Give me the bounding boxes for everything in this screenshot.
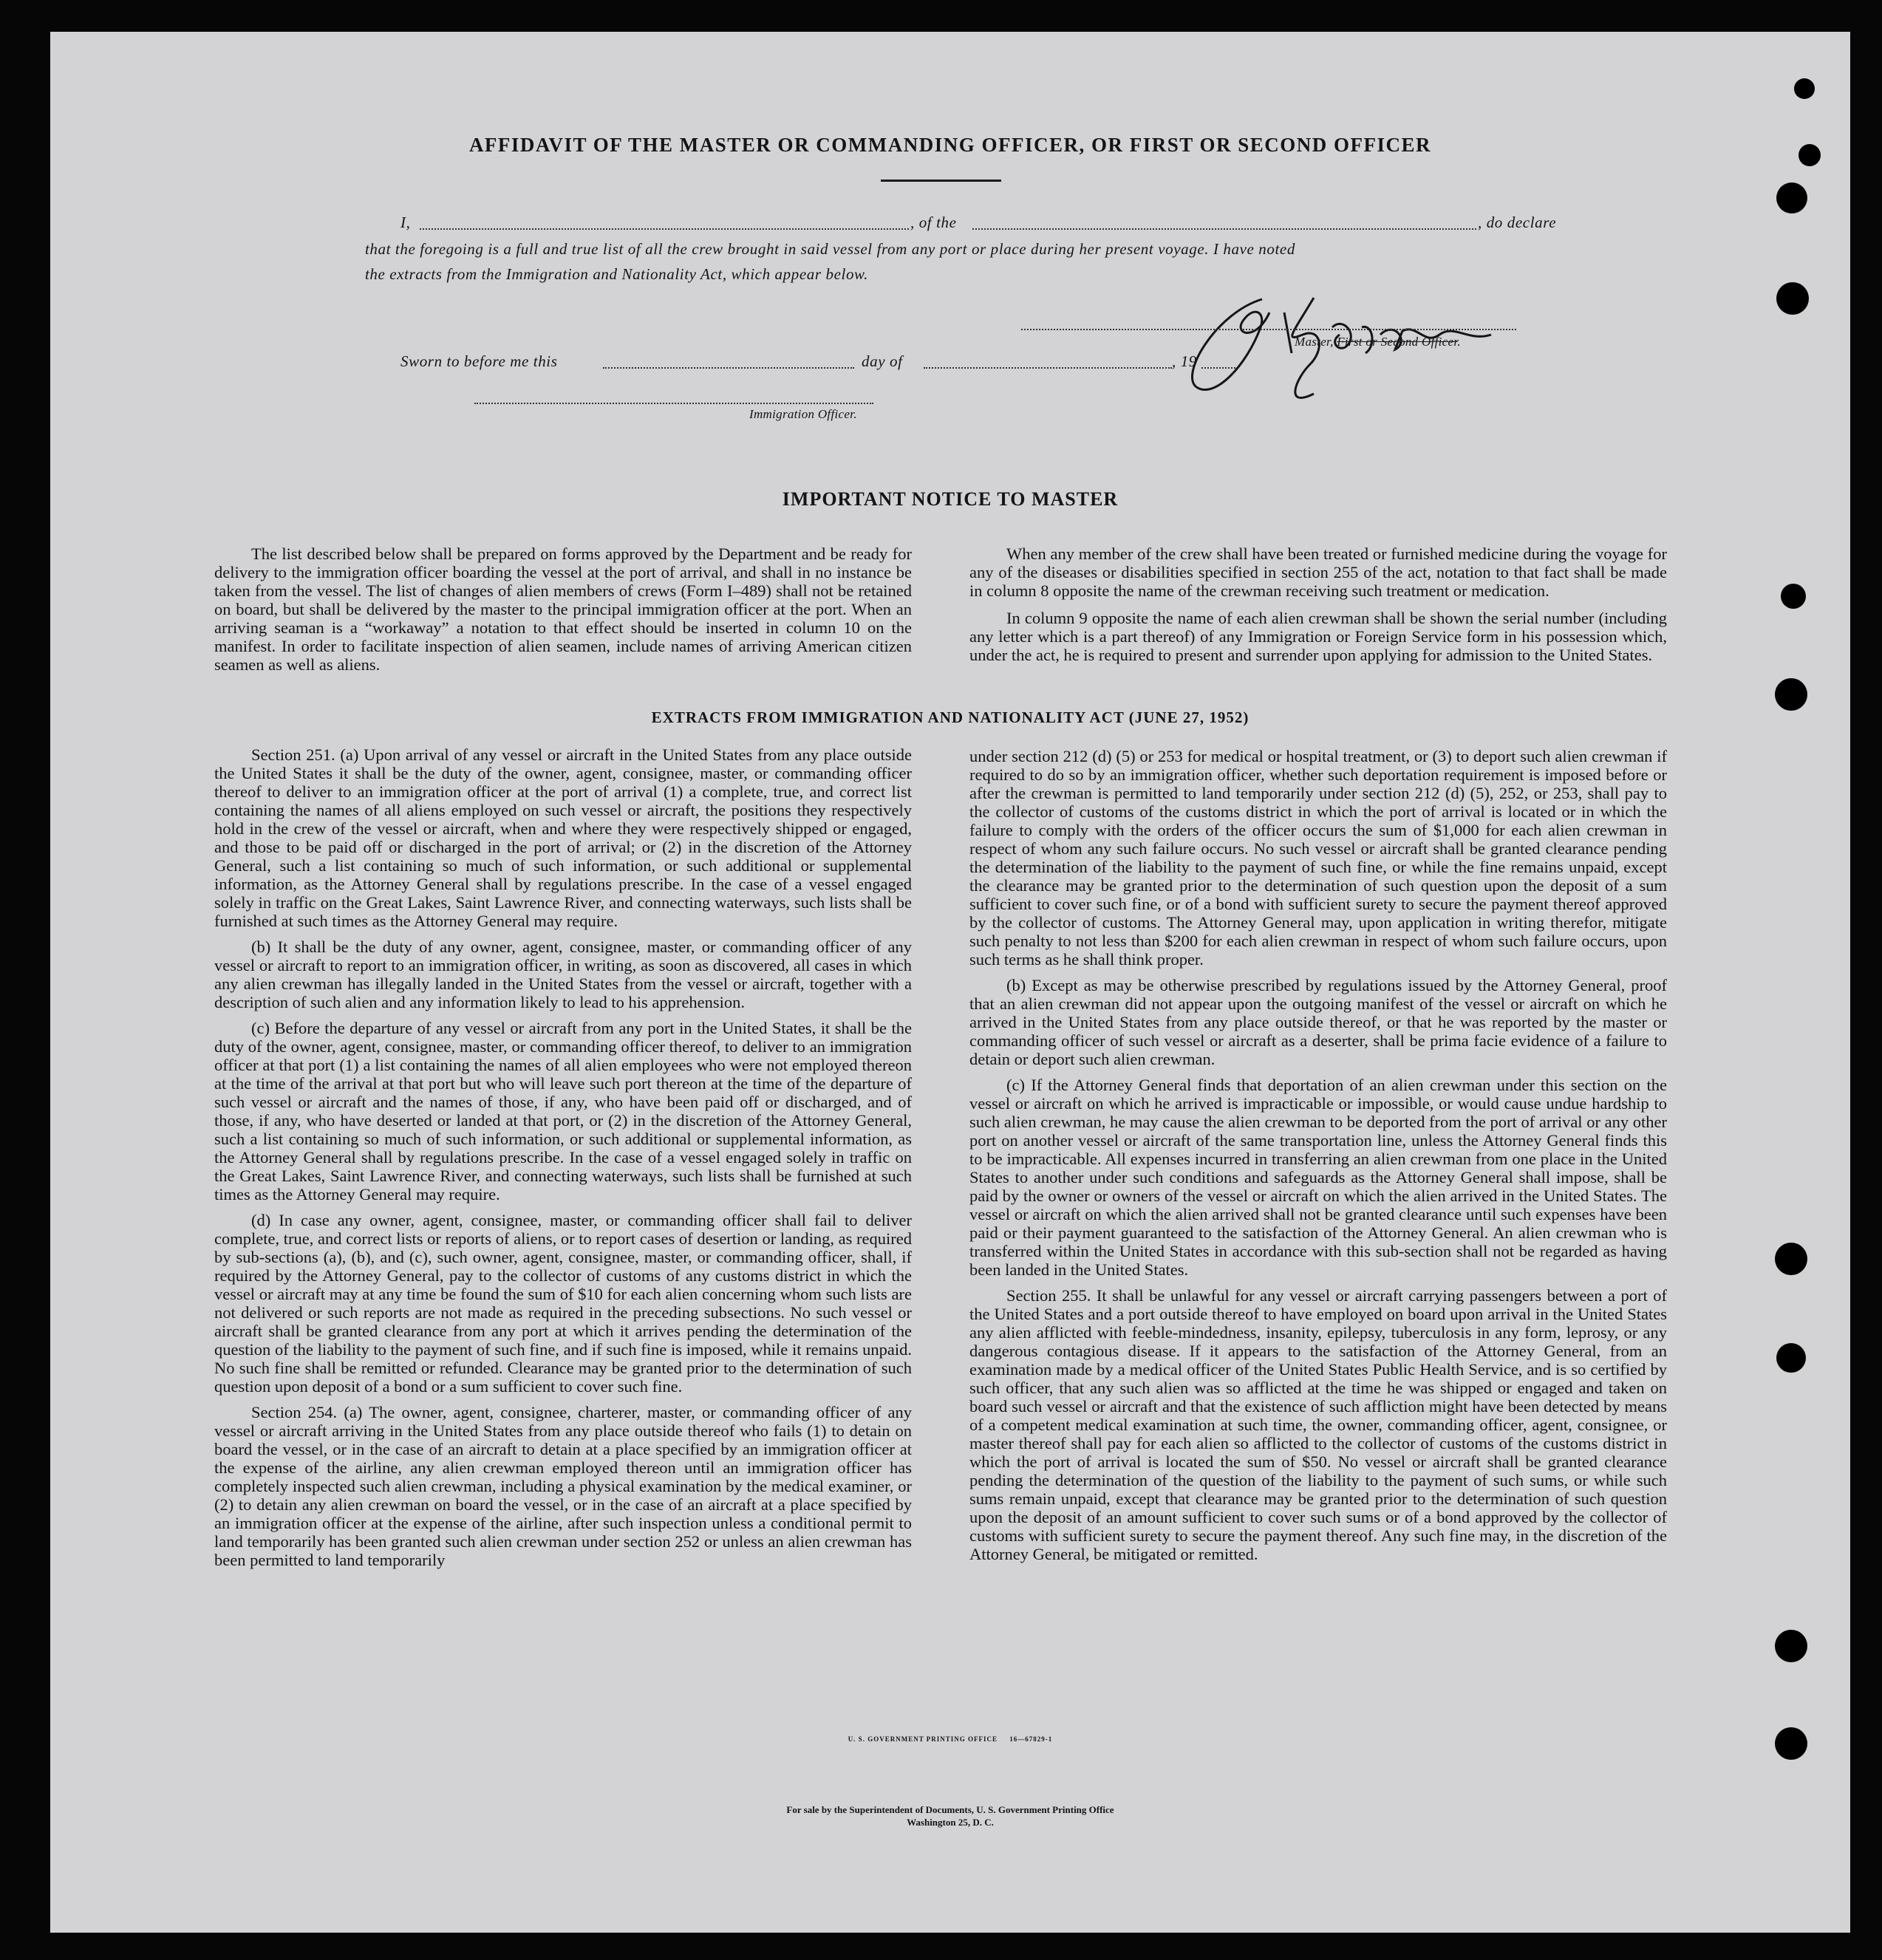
punch-hole [1775,1630,1807,1662]
sworn-label: Sworn to before me this [400,352,558,370]
punch-hole [1775,1243,1807,1275]
immigration-officer-signature-line[interactable] [474,403,873,404]
section-254-b: (b) Except as may be otherwise prescribed by regulations issued by the Attorney General, proof that an alien crewman did not appear upon the outgoing manifest of the vessel or aircraft on which he arrived in the United States from any place outside thereof, or that he was reported by the master or commanding officer of such vessel or aircraft as a deserter, shall be prima facie evidence of a failure to detain or deport such alien crewman. [969,976,1667,1068]
day-of-label: day of [862,352,903,370]
notice-right-paragraph-1: When any member of the crew shall have been treated or furnished medicine during the voyage for any of the diseases or disabilities specified in section 255 of the act, notation to that fact shall be made in column 8 opposite the name of the crewman receiving such treatment or medication. [969,544,1667,600]
section-255: Section 255. It shall be unlawful for any vessel or aircraft carrying passengers between a port of the United States and a port outside thereof to have employed on board upon arrival in the United States any alien afflicted with feeble-mindedness, insanity, epilepsy, tuberculosis in any form, leprosy, or any dangerous contagious disease. If it appears to the satisfaction of the Attorney General, from an examination made by a medical officer of the United States Public Health Service, and is so certified by such officer, that any such alien was so afflicted at the time he was shipped or engaged and taken on board such vessel or aircraft and that the existence of such affliction might have been detected by means of a competent medical examination at such time, the owner, commanding officer, agent, consignee, or master thereof shall pay for each alien so afflicted to the collector of customs of the customs district in which the port of arrival is located the sum of $50. No vessel or aircraft shall be granted clearance pending the determination of the question of the liability to the payment of such sums, or while such sums remain unpaid, except that clearance may be granted prior to the determination of such question upon the deposit of an amount sufficient to cover such sums or of a bond approved by the collector of customs with sufficient surety to secure the payment thereof. Any such fine may, in the discretion of the Attorney General, be mitigated or remitted. [969,1286,1667,1563]
affidavit-declare-label: , do declare [1478,214,1557,231]
section-254-a: Section 254. (a) The owner, agent, consignee, charterer, master, or commanding officer of any vessel or aircraft arriving in the United States from any place outside thereof who fails (1) to detain on board the vessel, or in the case of an aircraft to detain at a place specified by an immigration officer at the expense of the airline, any alien crewman employed thereon until an immigration officer has completely inspected such alien crewman, including a physical examination by the medical examiner, or (2) to detain any alien crewman on board the vessel, or in the case of an aircraft at a place specified by an immigration officer at the expense of the airline, after such inspection unless a conditional permit to land temporarily has been granted such alien crewman under section 252 or unless an alien crewman has been permitted to land temporarily [214,1403,912,1569]
sworn-month-field[interactable] [924,367,1172,369]
master-title-label: Master, First or Second Officer. [1295,335,1461,349]
master-signature-line [1021,329,1516,330]
section-251-a: Section 251. (a) Upon arrival of any vessel or aircraft in the United States from any place outside the United States it shall be the duty of the owner, agent, consignee, master, or commanding officer thereof to deliver to an immigration officer at the port of arrival (1) a complete, true, and correct list containing the names of all aliens employed on such vessel or aircraft, the positions they respectively hold in the crew of the vessel or aircraft, when and where they were respectively shipped or engaged, and those to be paid off or discharged in the port of arrival; or (2) in the discretion of the Attorney General, such a list containing so much of such information, or such additional or supplemental information, as the Attorney General shall by regulations prescribe. In the case of a vessel engaged solely in traffic on the Great Lakes, Saint Lawrence River, and connecting waterways, such lists shall be furnished at such times as the Attorney General may require. [214,745,912,930]
notice-left-paragraph: The list described below shall be prepared on forms approved by the Department and be ready for delivery to the immigration officer boarding the vessel at the port of arrival, and shall in no instance be taken from the vessel. The list of changes of alien members of crews (Form I–489) shall not be retained on board, but shall be delivered by the master to the principal immigration officer at the port. When an arriving seaman is a “workaway” a notation to that effect should be inserted in column 10 on the manifest. In order to facilitate inspection of alien seamen, include names of arriving American citizen seamen as well as aliens. [214,544,912,674]
section-254-c: (c) If the Attorney General finds that deportation of an alien crewman under this section on the vessel or aircraft on which he arrived is impracticable or impossible, or would cause undue hardship to such alien crewman, he may cause the alien crewman to be deported from the port of arrival or any other port on another vessel or aircraft of the same transportation line, unless the Attorney General finds this to be impracticable. All expenses incurred in transferring an alien crewman from one place in the United States to another under such conditions and safeguards as the Attorney General shall impose, shall be paid by the owner or owners of the vessel or aircraft on which the alien arrived in the United States. The vessel or aircraft on which the alien arrived shall not be granted clearance until such expenses have been paid or their payment guaranteed to the satisfaction of the Attorney General. An alien crewman who is transferred within the United States in accordance with this sub-section shall not be regarded as having been landed in the United States. [969,1076,1667,1279]
extracts-title: EXTRACTS FROM IMMIGRATION AND NATIONALITY ACT (JUNE 27, 1952) [651,708,1249,726]
declarant-name-field[interactable] [420,228,909,230]
notice-left-column [214,544,912,681]
affidavit-title: AFFIDAVIT OF THE MASTER OR COMMANDING OFFICER, OR FIRST OR SECOND OFFICER [468,134,1432,156]
notice-title: IMPORTANT NOTICE TO MASTER [782,488,1119,510]
section-251-c: (c) Before the departure of any vessel or aircraft from any port in the United States, it shall be the duty of the owner, agent, consignee, master, or commanding officer thereof, to deliver to an immigration officer at that port (1) a list containing the names of all alien employees who were not employed thereon at the time of the arrival at that port but who will leave such port thereon at the time of the departure of such vessel or aircraft and the names of those, if any, who have been paid off or discharged, and of those, if any, who have deserted or landed at that port, or (2) in the discretion of the Attorney General, such a list containing so much of such information, or such additional or supplemental information, as the Attorney General shall by regulations prescribe. In the case of a vessel engaged solely in traffic on the Great Lakes, Saint Lawrence River, and connecting waterways, such lists shall be furnished at such times as the Attorney General may require. [214,1019,912,1203]
punch-hole [1794,78,1815,99]
sale-notice-line-2: Washington 25, D. C. [907,1817,994,1828]
punch-hole [1781,584,1806,609]
punch-hole [1775,678,1807,711]
affidavit-line-3: the extracts from the Immigration and Nationality Act, which appear below. [365,265,868,283]
document-page [50,32,1850,1933]
sworn-year-field[interactable] [1201,367,1235,369]
punch-hole [1776,282,1809,315]
immigration-officer-label: Immigration Officer. [749,407,857,421]
affidavit-i-label: I, [400,214,411,231]
notice-right-paragraph-2: In column 9 opposite the name of each alien crewman shall be shown the serial number (including any letter which is a part thereof) of any Immigration or Foreign Service form in his possession which, under the act, he is required to present and surrender upon applying for admission to the United States. [969,609,1667,664]
title-underline [881,180,1001,182]
punch-hole [1776,182,1807,214]
printing-office-code: U. S. GOVERNMENT PRINTING OFFICE 16—67829-1 [848,1735,1053,1743]
punch-hole [1799,144,1821,166]
affidavit-line-2: that the foregoing is a full and true list of all the crew brought in said vessel from any port or place during her present voyage. I have noted [365,240,1295,258]
section-251-b: (b) It shall be the duty of any owner, agent, consignee, master, or commanding officer of any vessel or aircraft to report to an immigration officer, in writing, as soon as discovered, all cases in which any alien crewman has illegally landed in the United States from the vessel or aircraft, together with a description of such alien and any information likely to lead to his apprehension. [214,938,912,1011]
sworn-day-field[interactable] [603,367,854,369]
affidavit-of-the-label: , of the [910,214,957,231]
punch-hole [1775,1727,1807,1760]
sale-notice [50,1803,1850,1828]
extracts-left-column [214,745,912,1577]
year-label: , 19 [1172,352,1197,370]
section-254-a-continued: under section 212 (d) (5) or 253 for medical or hospital treatment, or (3) to deport such alien crewman if required to do so by an immigration officer, whether such deportation requirement is imposed before or after the crewman is permitted to land temporarily under section 212 (d) (5), 252, or 253, shall pay to the collector of customs of the customs district in which the port of arrival is located or in which the failure to comply with the orders of the officer occurs the sum of $1,000 for each alien crewman in respect of whom any such failure occurs. No such vessel or aircraft shall be granted clearance pending the determination of the liability to the payment of such fine, or while the fine remains unpaid, except the clearance may be granted prior to the determination of such question upon the deposit of a sum sufficient to cover such fine, or of a bond with sufficient surety to secure the payment thereof approved by the collector of customs. The Attorney General may, upon application in writing therefor, mitigate such penalty to not less than $200 for each alien crewman in respect of whom such failure occurs, upon such terms as he shall think proper. [969,747,1667,969]
section-251-d: (d) In case any owner, agent, consignee, master, or commanding officer shall fail to deliver complete, true, and correct lists or reports of aliens, or to report cases of desertion or landing, as required by sub-sections (a), (b), and (c), such owner, agent, consignee, master, or commanding officer, shall, if required by the Attorney General, pay to the collector of customs of any customs district in which the vessel or aircraft may at any time be found the sum of $10 for each alien concerning whom such lists are not delivered or such reports are not made as required in the preceding subsections. No such vessel or aircraft shall be granted clearance from any port at which it arrives pending the determination of the question of the liability to the payment of such fine, and if such fine is imposed, while it remains unpaid. No such fine shall be remitted or refunded. Clearance may be granted prior to the determination of such question upon deposit of a bond or a sum sufficient to cover such fine. [214,1211,912,1396]
punch-hole [1776,1343,1806,1373]
extracts-right-column [969,747,1667,1571]
sale-notice-line-1: For sale by the Superintendent of Documents, U. S. Government Printing Office [786,1804,1114,1815]
notice-right-column [969,544,1667,672]
vessel-name-field[interactable] [972,228,1476,230]
